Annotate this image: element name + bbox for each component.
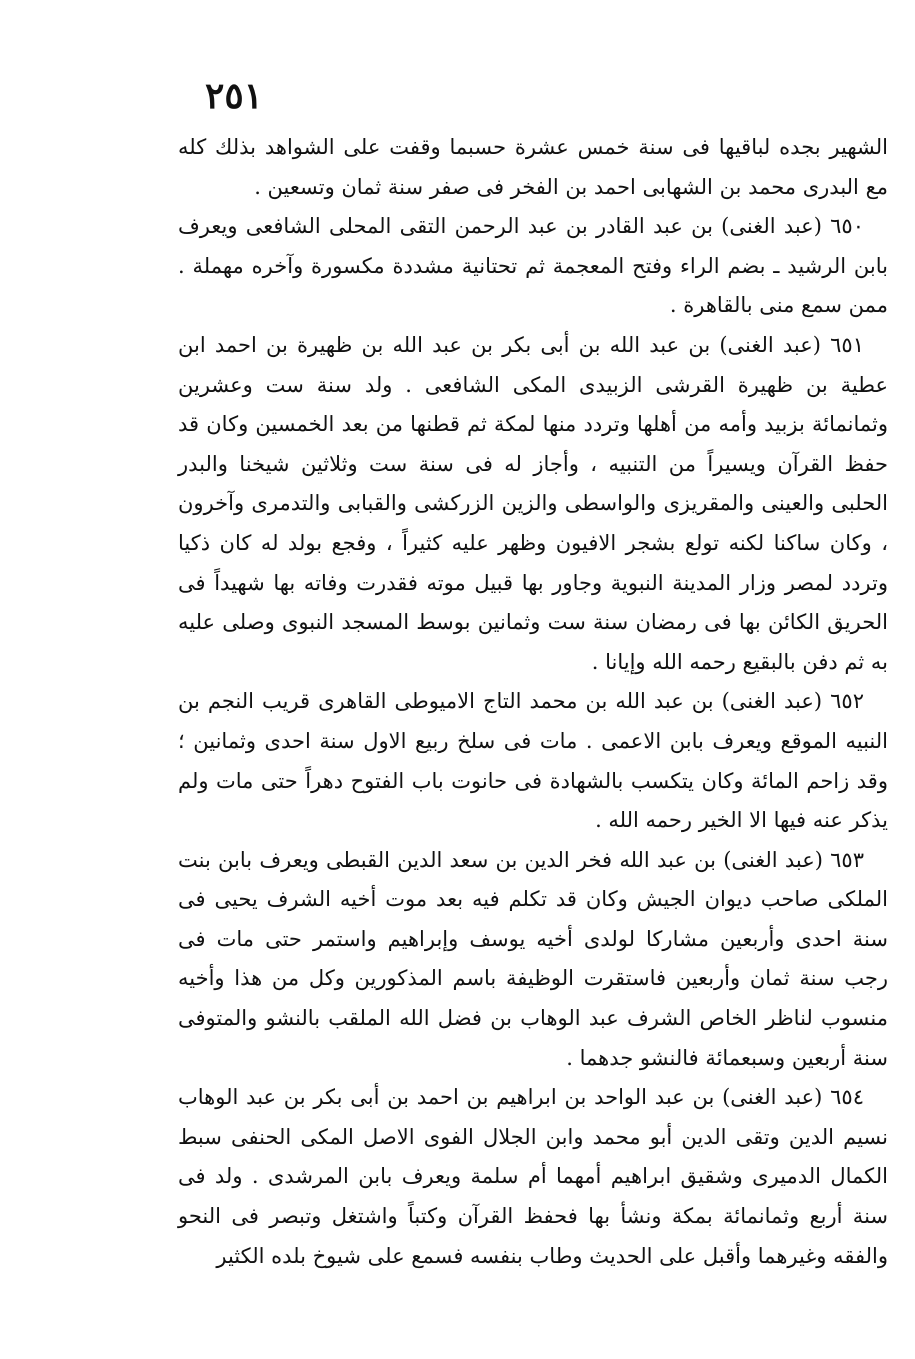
entry-654: ٦٥٤ (عبد الغنى) بن عبد الواحد بن ابراهيم بن احمد بن أبى بكر بن عبد الوهاب نسيم الدين وتقى الدين أبو محمد وابن الجلال الفوى الاصل المكى الحنفى سبط الكمال الدميرى وشقيق ابراهيم أمهما أم سلمة ويعرف بابن المرشدى . ولد فى سنة أربع وثمانمائة بمكة ونشأ بها فحفظ القرآن وكتباً واشتغل وتبصر فى النحو والفقه وغيرهما وأقبل على الحديث وطاب بنفسه فسمع على شيوخ بلده الكثير [178, 1085, 888, 1268]
main-text [178, 128, 888, 1276]
entry-651: ٦٥١ (عبد الغنى) بن عبد الله بن أبى بكر بن عبد الله بن ظهيرة بن احمد ابن عطية بن ظهيرة القرشى الزبيدى المكى الشافعى . ولد سنة ست وعشرين وثمانمائة بزبيد وأمه من أهلها وتردد منها لمكة ثم قطنها من بعد الخمسين وكان قد حفظ القرآن ويسيراً من التنبيه ، وأجاز له فى سنة ست وثلاثين شيخنا والبدر الحلبى والعينى والمقريزى والواسطى والزين الزركشى والقبابى والتدمرى وآخرون ، وكان ساكنا لكنه تولع بشجر الافيون وظهر عليه كثيراً ، وفجع بولد له كان ذكيا وتردد لمصر وزار المدينة النبوية وجاور بها قبيل موته فقدرت وفاته بها شهيداً فى الحريق الكائن بها فى رمضان سنة ست وثمانين بوسط المسجد النبوى وصلى عليه به ثم دفن بالبقيع رحمه الله وإيانا . [178, 332, 888, 674]
entry-652: ٦٥٢ (عبد الغنى) بن عبد الله بن محمد التاج الاميوطى القاهرى قريب النجم بن النبيه الموقع ويعرف بابن الاعمى . مات فى سلخ ربيع الاول سنة احدى وثمانين ؛ وقد زاحم المائة وكان يتكسب بالشهادة فى حانوت باب الفتوح دهراً حتى مات ولم يذكر عنه فيها الا الخير رحمه الله . [178, 689, 888, 833]
paragraph-continuation: الشهير بجده لباقيها فى سنة خمس عشرة حسبما وقفت على الشواهد بذلك كله مع البدرى محمد بن الشهابى احمد بن الفخر فى صفر سنة ثمان وتسعين . [178, 135, 888, 199]
entry-650: ٦٥٠ (عبد الغنى) بن عبد القادر بن عبد الرحمن التقى المحلى الشافعى ويعرف بابن الرشيد ـ بضم الراء وفتح المعجمة ثم تحتانية مشددة مكسورة وآخره مهملة . ممن سمع منى بالقاهرة . [178, 214, 888, 318]
entry-653: ٦٥٣ (عبد الغنى) بن عبد الله فخر الدين بن سعد الدين القبطى ويعرف بابن بنت الملكى صاحب ديوان الجيش وكان قد تكلم فيه بعد موت أخيه الشرف يحيى فى سنة احدى وأربعين مشاركا لولدى أخيه يوسف وإبراهيم واستمر حتى مات فى رجب سنة ثمان وأربعين فاستقرت الوظيفة باسم المذكورين وكل من هذا وأخيه منسوب لناظر الخاص الشرف عبد الوهاب بن فضل الله الملقب بالنشو والمتوفى سنة أربعين وسبعمائة فالنشو جدهما . [178, 847, 888, 1070]
page-number: ٢٥١ [205, 75, 264, 117]
